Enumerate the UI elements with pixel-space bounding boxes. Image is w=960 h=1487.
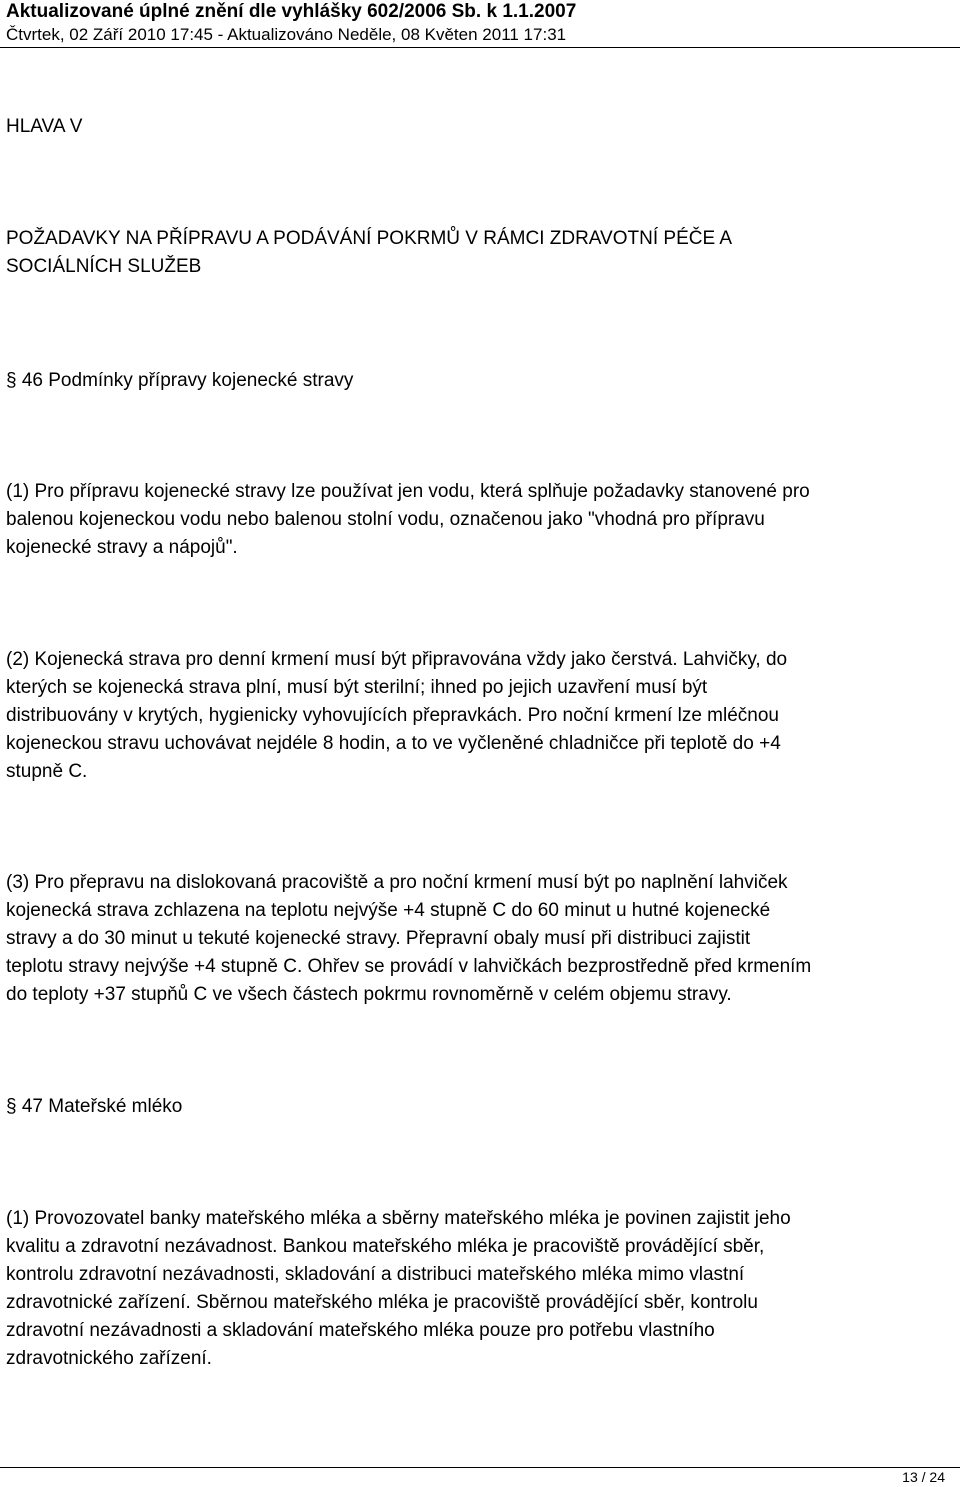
chapter-heading: HLAVA V: [6, 116, 83, 137]
paragraph-line: kojenecká strava zchlazena na teplotu nejvýše +4 stupně C do 60 minut u hutné kojenecké: [6, 900, 771, 921]
page-number: 13 / 24: [902, 1469, 945, 1485]
section-46-paragraph-3: [6, 869, 952, 1009]
paragraph-line: (2) Kojenecká strava pro denní krmení musí být připravována vždy jako čerstvá. Lahvičky, do: [6, 649, 788, 670]
paragraph-line: zdravotnického zařízení.: [6, 1348, 212, 1369]
paragraph-line: kojeneckou stravu uchovávat nejdéle 8 hodin, a to ve vyčleněné chladničce při teplotě do +4: [6, 733, 781, 754]
document-title: Aktualizované úplné znění dle vyhlášky 602/2006 Sb. k 1.1.2007: [6, 1, 577, 22]
section-47-heading: § 47 Mateřské mléko: [6, 1096, 183, 1117]
paragraph-line: zdravotnické zařízení. Sběrnou mateřského mléka je pracoviště provádějící sběr, kontrolu: [6, 1292, 758, 1313]
paragraph-line: do teploty +37 stupňů C ve všech částech pokrmu rovnoměrně v celém objemu stravy.: [6, 984, 732, 1005]
section-47-paragraph-1: [6, 1205, 952, 1373]
paragraph-line: teplotu stravy nejvýše +4 stupně C. Ohřev se provádí v lahvičkách bezprostředně před krmením: [6, 956, 812, 977]
paragraph-line: (3) Pro přepravu na dislokovaná pracoviště a pro noční krmení musí být po naplnění lahviček: [6, 872, 788, 893]
footer-divider: [0, 1467, 960, 1468]
paragraph-line: kterých se kojenecká strava plní, musí být sterilní; ihned po jejich uzavření musí být: [6, 677, 708, 698]
page-header: [6, 0, 956, 45]
paragraph-line: (1) Pro přípravu kojenecké stravy lze používat jen vodu, která splňuje požadavky stanovené pro: [6, 481, 810, 502]
header-divider: [0, 47, 960, 48]
paragraph-line: balenou kojeneckou vodu nebo balenou stolní vodu, označenou jako "vhodná pro přípravu: [6, 509, 765, 530]
paragraph-line: stupně C.: [6, 761, 88, 782]
paragraph-line: stravy a do 30 minut u tekuté kojenecké stravy. Přepravní obaly musí při distribuci zajistit: [6, 928, 751, 949]
section-46-heading: § 46 Podmínky přípravy kojenecké stravy: [6, 370, 354, 391]
section-46-paragraph-2: [6, 646, 952, 786]
document-dates: Čtvrtek, 02 Září 2010 17:45 - Aktualizováno Neděle, 08 Květen 2011 17:31: [6, 25, 567, 44]
paragraph-line: zdravotní nezávadnosti a skladování mateřského mléka pouze pro potřebu vlastního: [6, 1320, 715, 1341]
paragraph-line: distribuovány v krytých, hygienicky vyhovujících přepravkách. Pro noční krmení lze mléčnou: [6, 705, 779, 726]
chapter-title-line: SOCIÁLNÍCH SLUŽEB: [6, 256, 202, 277]
section-46-paragraph-1: [6, 478, 952, 562]
chapter-title-line: POŽADAVKY NA PŘÍPRAVU A PODÁVÁNÍ POKRMŮ V RÁMCI ZDRAVOTNÍ PÉČE A: [6, 228, 733, 249]
paragraph-line: kontrolu zdravotní nezávadnosti, skladování a distribuci mateřského mléka mimo vlastní: [6, 1264, 745, 1285]
paragraph-line: kojenecké stravy a nápojů".: [6, 537, 238, 558]
paragraph-line: kvalitu a zdravotní nezávadnost. Bankou mateřského mléka je pracoviště provádějící sběr,: [6, 1236, 765, 1257]
paragraph-line: (1) Provozovatel banky mateřského mléka a sběrny mateřského mléka je povinen zajistit jeho: [6, 1208, 791, 1229]
chapter-title: [6, 225, 952, 281]
